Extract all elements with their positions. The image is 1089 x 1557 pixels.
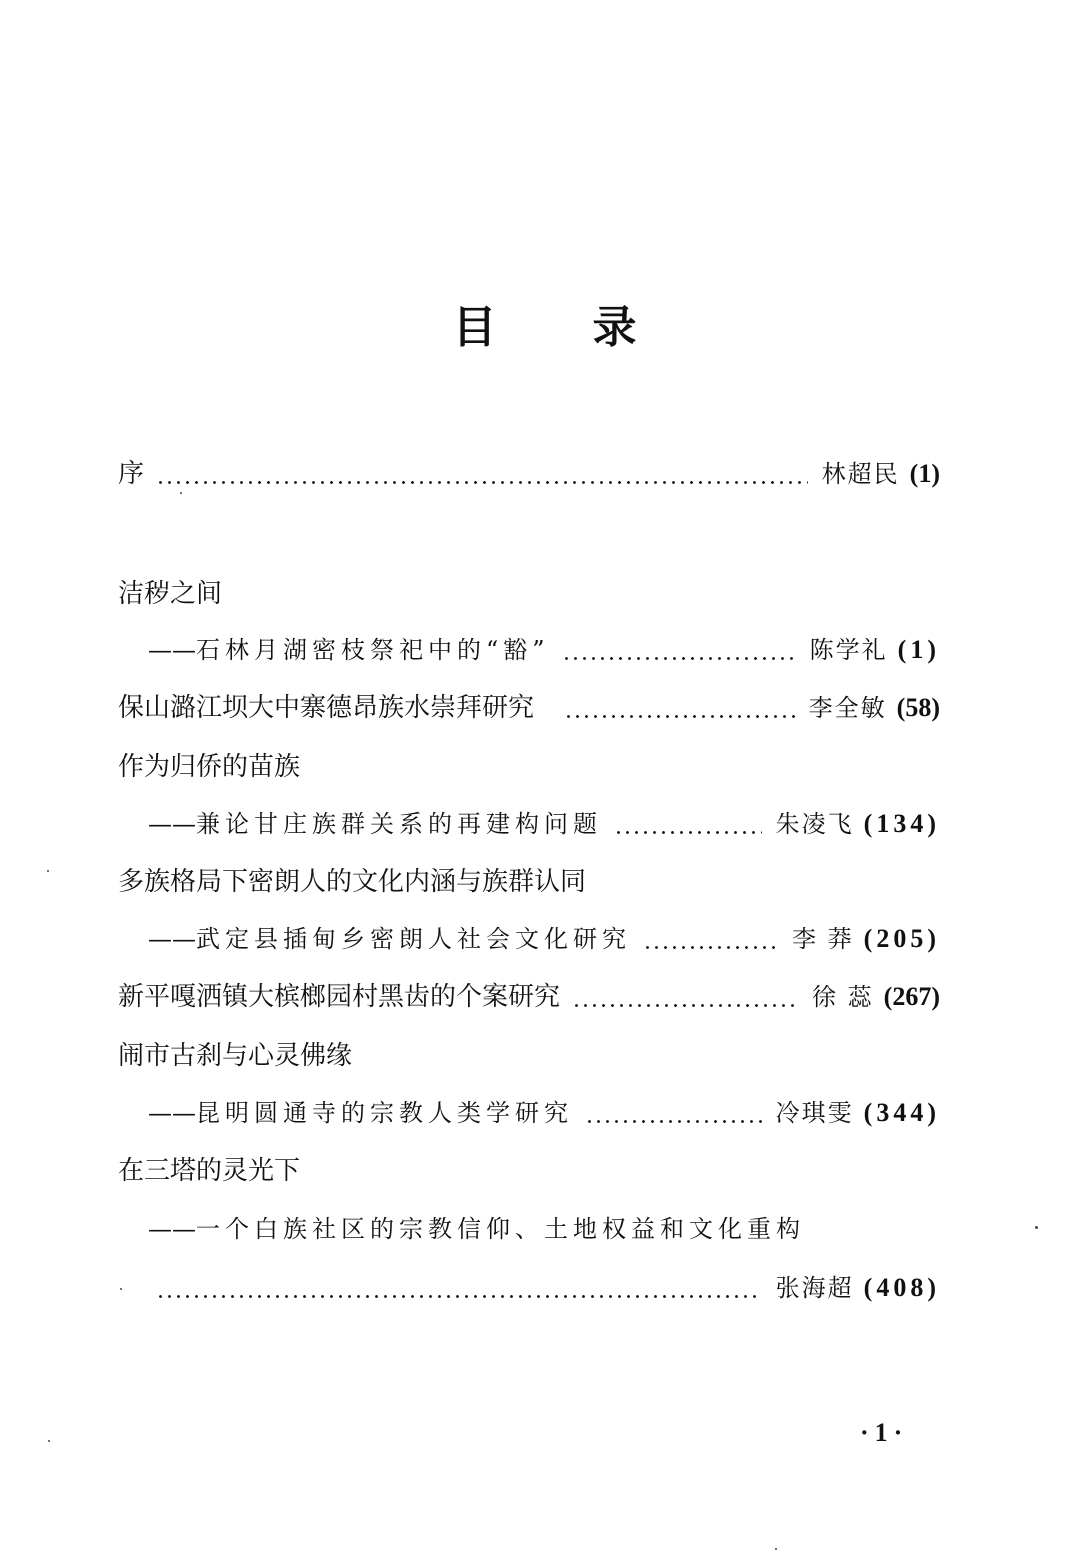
toc-entry-subtitle[interactable] (118, 1093, 940, 1133)
toc-entry-title[interactable] (118, 688, 940, 728)
entry-author: 李 莽 (792, 925, 854, 953)
entry-author: 陈学礼 (809, 636, 888, 664)
entry-title: 新平嘎洒镇大槟榔园村黑齿的个案研究 (118, 982, 561, 1012)
toc-entry-subtitle[interactable] (118, 1209, 940, 1249)
scan-speck (775, 1548, 777, 1550)
scan-speck (47, 870, 49, 872)
entry-title: 洁秽之间 (118, 579, 223, 609)
entry-page-number: (408) (863, 1273, 940, 1302)
entry-title: 闹市古刹与心灵佛缘 (118, 1041, 353, 1071)
scan-speck (1035, 1226, 1038, 1229)
entry-title: 序 (118, 459, 145, 489)
page-number-footer: ·1· (860, 1418, 909, 1447)
entry-page-number: (1) (897, 635, 940, 664)
entry-page-number: (267) (883, 982, 940, 1011)
entry-author: 张海超 (775, 1274, 854, 1302)
entry-author: 朱凌飞 (775, 810, 854, 838)
entry-subtitle: 石林月湖密枝祭祀中的“豁” (196, 636, 550, 664)
dot-leader (585, 1093, 762, 1133)
toc-entry-subtitle[interactable] (118, 630, 940, 670)
entry-page-number: (344) (863, 1098, 940, 1127)
entry-title: 在三塔的灵光下 (118, 1156, 301, 1186)
entry-author: 徐 蕊 (812, 983, 874, 1011)
entry-author: 林超民 (821, 460, 900, 488)
scan-speck (48, 1440, 50, 1442)
toc-entry-leader-line[interactable] (118, 1268, 940, 1308)
toc-entry-title[interactable] (118, 747, 940, 787)
entry-page-number: (58) (896, 693, 940, 722)
entry-title: 保山潞江坝大中寨德昂族水崇拜研究 (118, 693, 535, 723)
toc-entry-title[interactable] (118, 862, 940, 902)
entry-page-number: (134) (863, 809, 940, 838)
toc-entry-title[interactable] (118, 1036, 940, 1076)
toc-entry-title[interactable] (118, 574, 940, 614)
title-char-1: 目 (452, 302, 497, 353)
entry-subtitle: 武定县插甸乡密朗人社会文化研究 (196, 925, 631, 953)
dot-leader (564, 688, 795, 728)
em-dash: —— (148, 1099, 196, 1127)
em-dash: —— (148, 1215, 196, 1243)
entry-title: 作为归侨的苗族 (118, 752, 301, 782)
scan-speck (120, 1288, 122, 1290)
dot-leader (156, 454, 808, 494)
scan-speck (180, 492, 182, 494)
toc-entry-title[interactable] (118, 1151, 940, 1191)
toc-entry-title[interactable] (118, 977, 940, 1017)
dot-leader (643, 919, 778, 959)
entry-page-number: (1) (909, 459, 940, 488)
dot-leader (562, 630, 796, 670)
toc-entry-preface[interactable] (118, 454, 940, 494)
entry-author: 李全敏 (808, 694, 887, 722)
entry-title: 多族格局下密朗人的文化内涵与族群认同 (118, 867, 587, 897)
toc-entry-subtitle[interactable] (118, 919, 940, 959)
dot-leader (156, 1268, 762, 1308)
title-char-2: 录 (592, 302, 637, 353)
toc-entry-subtitle[interactable] (118, 804, 940, 844)
page-title (0, 300, 1089, 356)
entry-subtitle: 兼论甘庄族群关系的再建构问题 (196, 810, 602, 838)
dot-leader (614, 804, 762, 844)
dot-leader (572, 977, 798, 1017)
em-dash: —— (148, 925, 196, 953)
em-dash: —— (148, 810, 196, 838)
entry-subtitle: 一个白族社区的宗教信仰、土地权益和文化重构 (196, 1215, 805, 1243)
entry-page-number: (205) (863, 924, 940, 953)
entry-subtitle: 昆明圆通寺的宗教人类学研究 (196, 1099, 573, 1127)
entry-author: 冷琪雯 (775, 1099, 854, 1127)
em-dash: —— (148, 636, 196, 664)
